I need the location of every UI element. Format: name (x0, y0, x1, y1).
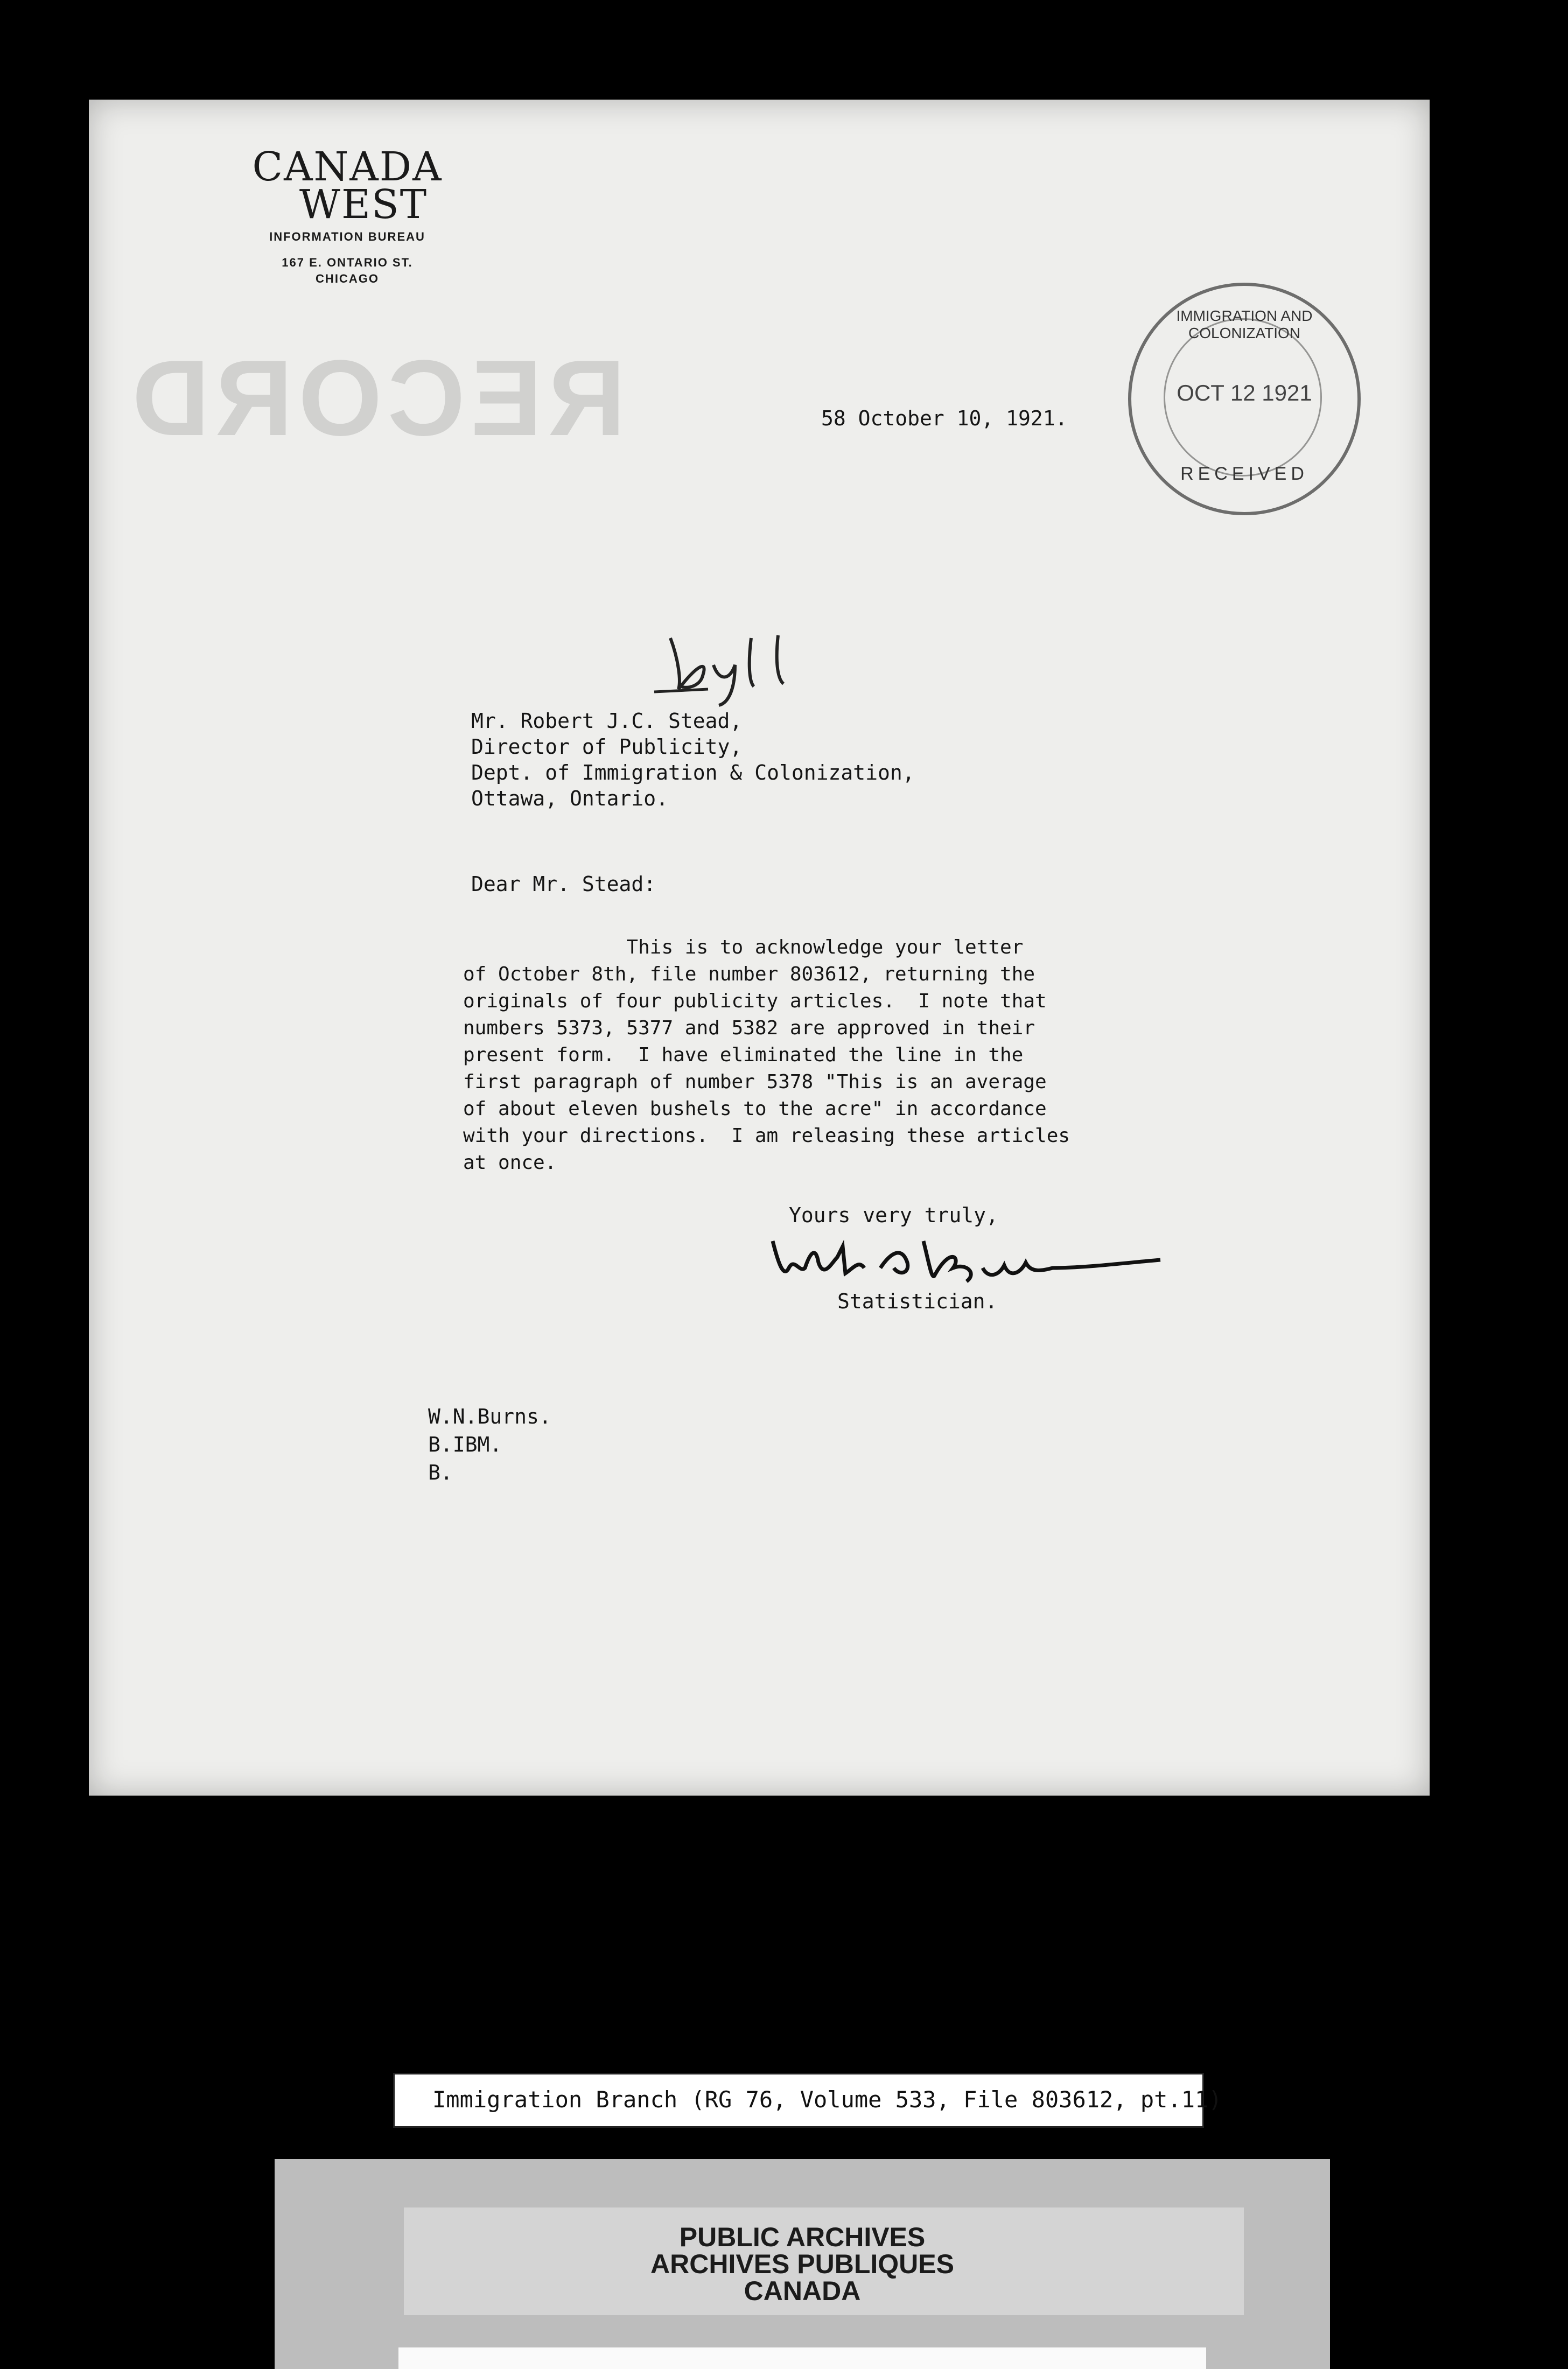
closing: Yours very truly, (789, 1203, 998, 1227)
stamp-received: RECEIVED (1180, 464, 1308, 484)
stamp-department: IMMIGRATION AND COLONIZATION (1176, 307, 1313, 341)
bleed-through-text: RECORD (127, 338, 626, 458)
archive-stamp-line-2: ARCHIVES PUBLIQUES (650, 2249, 954, 2279)
reference-line-1: W.N.Burns. (428, 1405, 551, 1428)
letterhead-bureau: INFORMATION BUREAU (269, 230, 425, 243)
letterhead-street: 167 E. ONTARIO ST. (282, 256, 413, 269)
archive-stamp-line-1: PUBLIC ARCHIVES (679, 2222, 926, 2252)
reference-line-2: B.IBM. (428, 1433, 502, 1456)
received-stamp (1128, 283, 1361, 515)
letter-body: This is to acknowledge your letter of October 8th, file number 803612, returning the originals of four publicity articles. I note that numbers 5373, 5377 and 5382 are approved in their present form. I have eliminated the line in the first paragraph of number 5378 "This is an average of about eleven bushels to the acre" in accordance with your directions. I am releasing these articles at once. (463, 936, 1070, 1174)
signatory-title: Statistician. (837, 1289, 998, 1313)
recipient-city: Ottawa, Ontario. (471, 787, 669, 810)
reference-initials (428, 1403, 551, 1487)
canada-west-logo (226, 144, 468, 228)
stamp-date: OCT 12 1921 (1177, 380, 1312, 405)
initials-scribble-icon (649, 627, 827, 708)
reference-line-3: B. (428, 1461, 453, 1484)
handwritten-initials (649, 627, 827, 710)
archive-stamp (584, 2224, 1020, 2304)
salutation: Dear Mr. Stead: (471, 872, 656, 896)
archive-reference-label (393, 2073, 1222, 2128)
archive-stamp-line-3: CANADA (744, 2276, 861, 2306)
archive-reference-text: Immigration Branch (RG 76, Volume 533, File 803612, pt.11) (432, 2086, 1222, 2113)
letter-sheet (89, 100, 1430, 1796)
logo-line-2: WEST (299, 181, 428, 228)
archive-box (275, 2159, 1330, 2369)
letterhead (226, 144, 468, 286)
recipient-department: Dept. of Immigration & Colonization, (471, 761, 915, 784)
handwritten-signature (762, 1230, 1171, 1297)
bottom-label-edge (398, 2347, 1206, 2369)
signature-scribble-icon (762, 1230, 1171, 1295)
recipient-name: Mr. Robert J.C. Stead, (471, 709, 743, 733)
recipient-address (471, 708, 915, 811)
letter-date: 58 October 10, 1921. (821, 406, 1068, 430)
recipient-title: Director of Publicity, (471, 735, 743, 759)
logo-line-1: CANADA (252, 144, 443, 190)
letterhead-city: CHICAGO (316, 272, 379, 285)
